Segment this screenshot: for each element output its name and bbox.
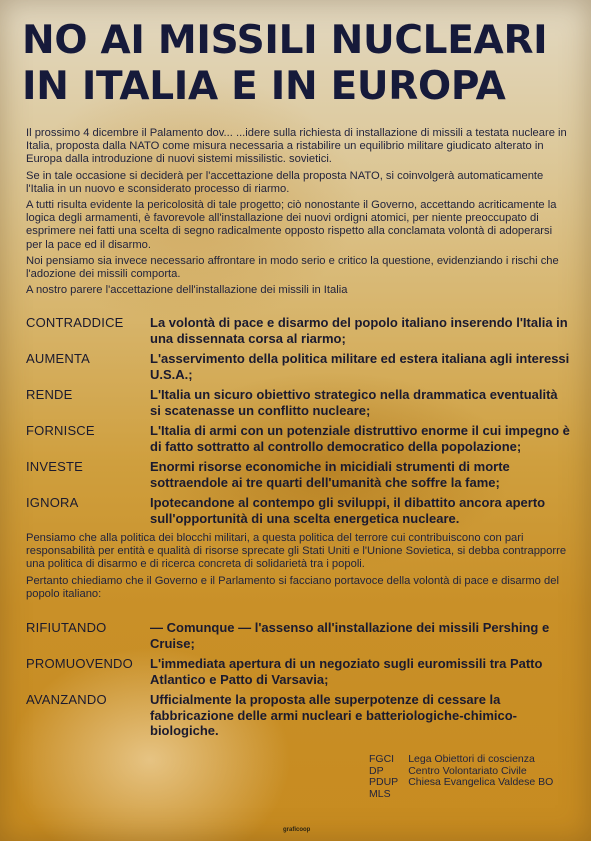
demand-text: — Comunque — l'assenso all'installazione dei missili Pershing e Cruise; — [150, 620, 550, 651]
poster-title — [22, 18, 547, 110]
motive-row — [26, 495, 571, 526]
intro-paragraph: Noi pensiamo sia invece necessario affrontare in modo serio e critico la questione, evidenziando i rischi che l'adozione dei missili comporta. — [26, 254, 559, 281]
intro-text — [26, 127, 571, 300]
intro-paragraph: A tutti risulta evidente la pericolosità di tale progetto; ciò nonostante il Governo, accettando acriticamente la logica degli armamenti, è favorevole all'installazione dei nuovi ordigni atomici, per niente preoccupato di esprimere nei fatti una scelta di segno radicalmente opposto rispetto alla conclamata volontà di adoperarsi per la pace ed il disarmo. — [26, 199, 557, 251]
demand-row — [26, 692, 571, 739]
title-line-1: NO AI MISSILI NUCLEARI — [22, 18, 548, 63]
outro-paragraph: Pertanto chiediamo che il Governo e il Parlamento si facciano portavoce della volontà di pace e disarmo del popolo italiano: — [26, 574, 559, 600]
printer-mark: graficoop — [283, 827, 311, 833]
demand-text: Ufficialmente la proposta alle superpotenze di cessare la fabbricazione delle armi nucleari e batteriologiche-chimico-biologiche. — [150, 692, 517, 738]
motive-verb: AUMENTA — [26, 351, 90, 366]
demand-text: L'immediata apertura di un negoziato sugli euromissili tra Patto Atlantico e Patto di Varsavia; — [150, 656, 543, 687]
signatory: FGCI — [369, 753, 395, 765]
intro-paragraph: Se in tale occasione si deciderà per l'accettazione della proposta NATO, si coinvolgerà automaticamente l'Italia in un nuovo e sconsiderato processo di riarmo. — [26, 169, 544, 195]
motive-text: Enormi risorse economiche in micidiali strumenti di morte sottraendole ai tre quarti dell'umanità che soffre la fame; — [150, 459, 510, 490]
signatory: DP — [369, 764, 384, 777]
signatories-right-column — [408, 754, 553, 800]
motive-row — [26, 351, 571, 382]
motive-row — [26, 387, 571, 418]
motive-text: Ipotecandone al contempo gli sviluppi, il dibattito ancora aperto sull'opportunità di una scelta energetica nucleare. — [150, 495, 546, 526]
signatories-left-column — [369, 754, 398, 800]
motive-verb: FORNISCE — [26, 423, 95, 438]
motive-verb: RENDE — [26, 387, 73, 402]
signatory: Centro Volontariato Civile — [408, 764, 527, 777]
motive-text: La volontà di pace e disarmo del popolo italiano inserendo l'Italia in una dissennata corsa al riarmo; — [150, 315, 568, 346]
motive-text: L'Italia di armi con un potenziale distruttivo enorme il cui impegno è di fatto sottratto al controllo democratico della popolazione; — [150, 423, 570, 454]
signatory: PDUP — [369, 776, 399, 788]
motive-verb: INVESTE — [26, 459, 84, 474]
demand-verb: PROMUOVENDO — [26, 656, 133, 671]
outro-paragraph: Pensiamo che alla politica dei blocchi militari, a questa politica del terrore cui contribuiscono con pari responsabilità per entità e qualità di risorse sprecate gli Stati Uniti e l'Unione Sovietica, si debba contrapporre una politica di disarmo e di ricerca concreta di solidarietà tra i popoli. — [26, 532, 567, 571]
motive-verb: IGNORA — [26, 495, 79, 510]
demand-row — [26, 656, 571, 687]
motive-row — [26, 315, 571, 346]
demand-row — [26, 620, 571, 651]
outro-text — [26, 532, 571, 604]
intro-paragraph: Il prossimo 4 dicembre il Palamento dov... ...idere sulla richiesta di installazione di missili a testata nucleare in Italia, proposta dalla NATO come misura necessaria a ristabilire un equilibrio militare giudicato alterato in Europa dalla introduzione di nuovi sistemi missilistic. sovietici. — [26, 127, 567, 166]
signatory: Lega Obiettori di coscienza — [408, 753, 535, 765]
title-line-2: IN ITALIA E IN EUROPA — [22, 64, 506, 109]
motive-text: L'Italia un sicuro obiettivo strategico nella drammatica eventualità si scatenasse un conflitto nucleare; — [150, 387, 558, 418]
motive-row — [26, 423, 571, 454]
intro-paragraph: A nostro parere l'accettazione dell'installazione dei missili in Italia — [26, 284, 348, 297]
demands-list — [26, 620, 571, 744]
demand-verb: AVANZANDO — [26, 692, 107, 707]
motive-row — [26, 459, 571, 490]
motive-text: L'asservimento della politica militare ed estera italiana agli interessi U.S.A.; — [150, 351, 570, 382]
signatory: Chiesa Evangelica Valdese BO — [408, 776, 554, 788]
motive-verb: CONTRADDICE — [26, 315, 124, 330]
motives-list — [26, 315, 571, 531]
demand-verb: RIFIUTANDO — [26, 620, 107, 635]
signatory: MLS — [369, 787, 391, 800]
signatories — [369, 754, 553, 800]
